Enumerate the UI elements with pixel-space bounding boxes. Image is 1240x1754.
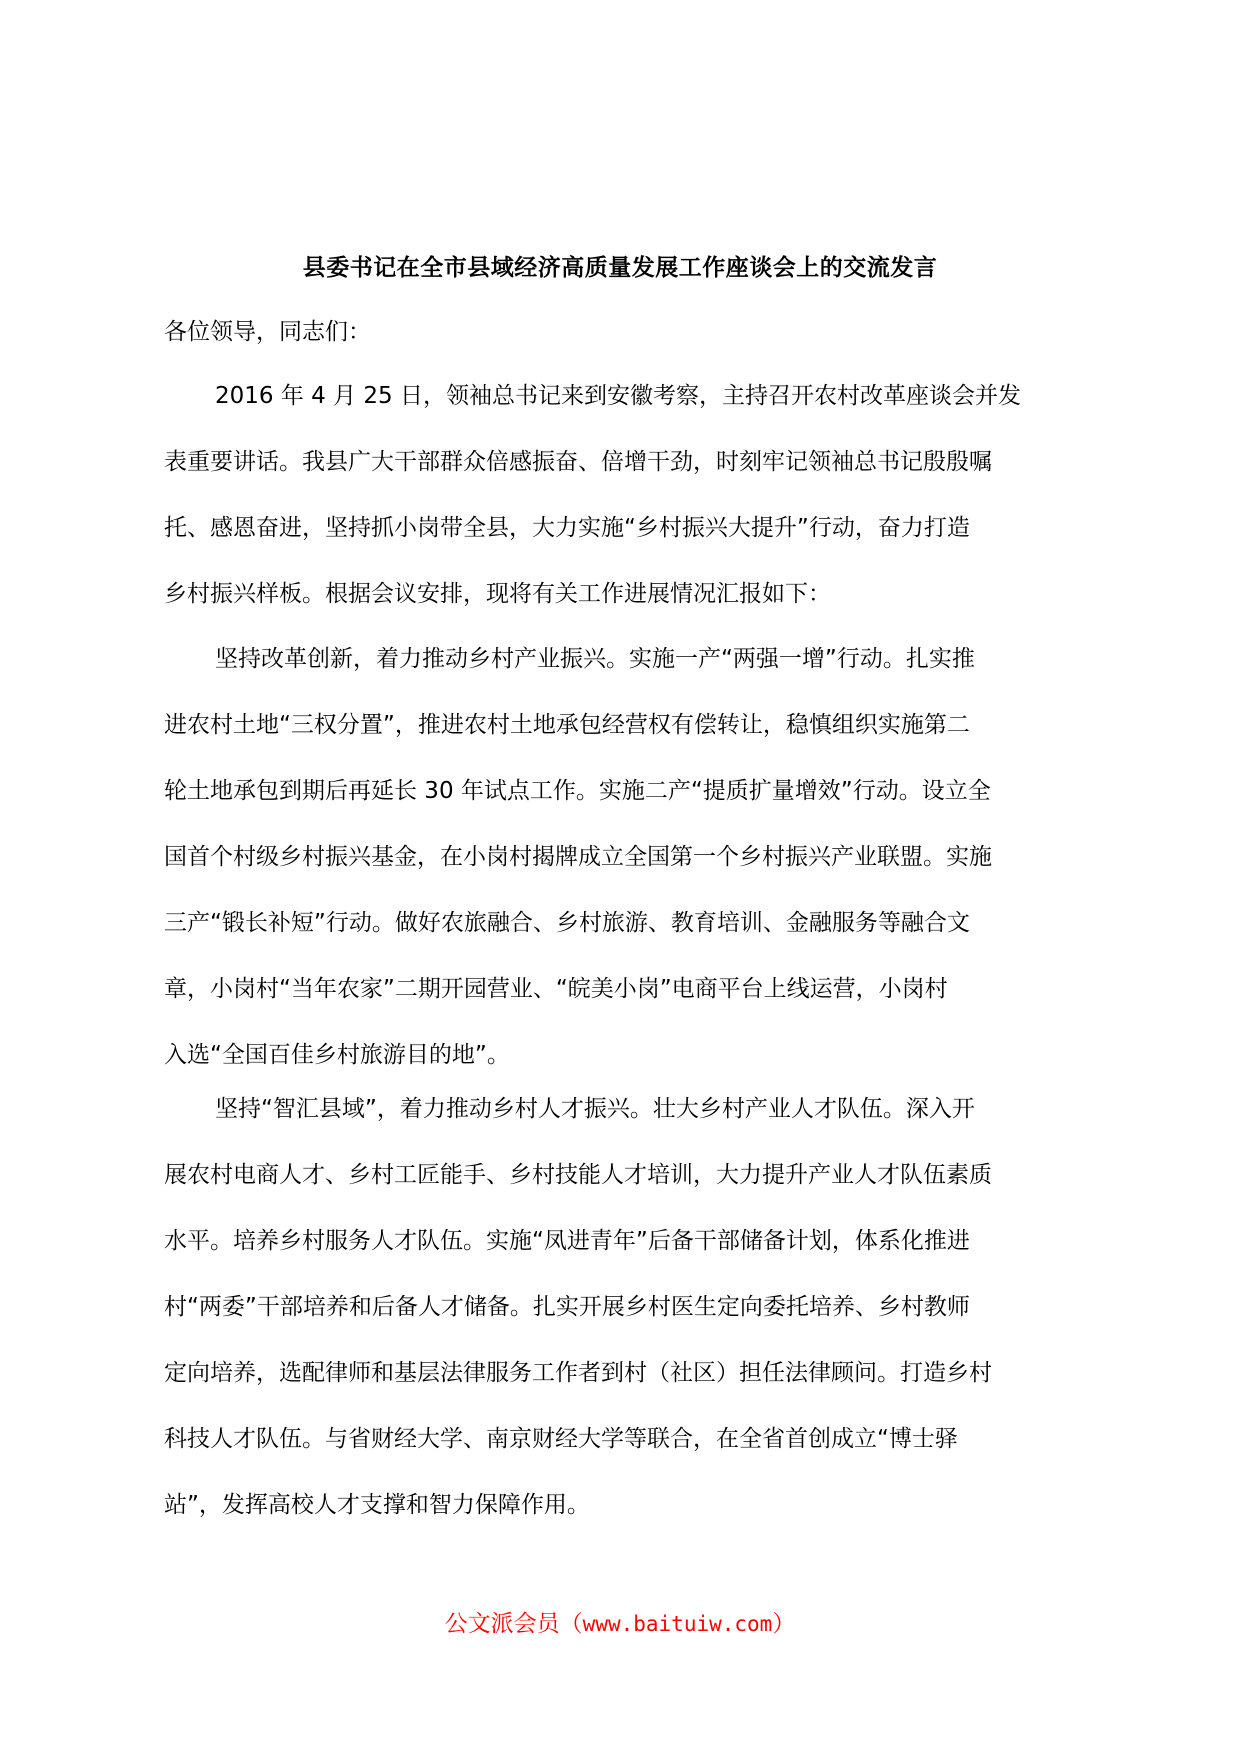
paragraph-line: 表重要讲话。我县广大干部群众倍感振奋、倍增干劲，时刻牢记领袖总书记殷殷嘱	[164, 449, 992, 475]
paragraph-line: 入选“全国百佳乡村旅游目的地”。	[164, 1042, 510, 1068]
document-title: 县委书记在全市县域经济高质量发展工作座谈会上的交流发言	[302, 255, 938, 281]
paragraph-line: 轮土地承包到期后再延长 30 年试点工作。实施二产“提质扩量增效”行动。设立全	[164, 778, 991, 804]
paragraph-line: 村“两委”干部培养和后备人才储备。扎实开展乡村医生定向委托培养、乡村教师	[164, 1294, 970, 1320]
paragraph-line: 定向培养，选配律师和基层法律服务工作者到村（社区）担任法律顾问。打造乡村	[164, 1360, 992, 1386]
paragraph-line: 乡村振兴样板。根据会议安排，现将有关工作进展情况汇报如下：	[164, 581, 831, 607]
paragraph-line: 坚持“智汇县域”，着力推动乡村人才振兴。壮大乡村产业人才队伍。深入开	[215, 1096, 975, 1122]
paragraph-line: 2016 年 4 月 25 日，领袖总书记来到安徽考察，主持召开农村改革座谈会并发	[215, 383, 1021, 409]
paragraph-line: 托、感恩奋进，坚持抓小岗带全县，大力实施“乡村振兴大提升”行动，奋力打造	[164, 515, 970, 541]
paragraph-2	[164, 643, 1084, 1105]
paragraph-line: 三产“锻长补短”行动。做好农旅融合、乡村旅游、教育培训、金融服务等融合文	[164, 910, 970, 936]
paragraph-line: 科技人才队伍。与省财经大学、南京财经大学等联合，在全省首创成立“博士驿	[164, 1426, 958, 1452]
paragraph-line: 章，小岗村“当年农家”二期开园营业、“皖美小岗”电商平台上线运营，小岗村	[164, 976, 948, 1002]
paragraph-line: 水平。培养乡村服务人才队伍。实施“凤进青年”后备干部储备计划，体系化推进	[164, 1228, 970, 1254]
paragraph-line: 坚持改革创新，着力推动乡村产业振兴。实施一产“两强一增”行动。扎实推	[215, 646, 975, 672]
paragraph-3	[164, 1093, 1084, 1555]
paragraph-line: 进农村土地“三权分置”，推进农村土地承包经营权有偿转让，稳慎组织实施第二	[164, 712, 970, 738]
footer-watermark	[0, 1608, 1240, 1640]
paragraph-1	[164, 380, 1084, 644]
paragraph-line: 国首个村级乡村振兴基金，在小岗村揭牌成立全国第一个乡村振兴产业联盟。实施	[164, 844, 992, 870]
footer-suffix: ）	[772, 1611, 796, 1637]
salutation: 各位领导，同志们：	[164, 319, 371, 345]
footer-url-link[interactable]: www.baituiw.com	[582, 1612, 773, 1636]
footer-prefix: 公文派会员（	[444, 1611, 583, 1637]
paragraph-line: 展农村电商人才、乡村工匠能手、乡村技能人才培训，大力提升产业人才队伍素质	[164, 1162, 992, 1188]
paragraph-line: 站”，发挥高校人才支撑和智力保障作用。	[164, 1492, 590, 1518]
